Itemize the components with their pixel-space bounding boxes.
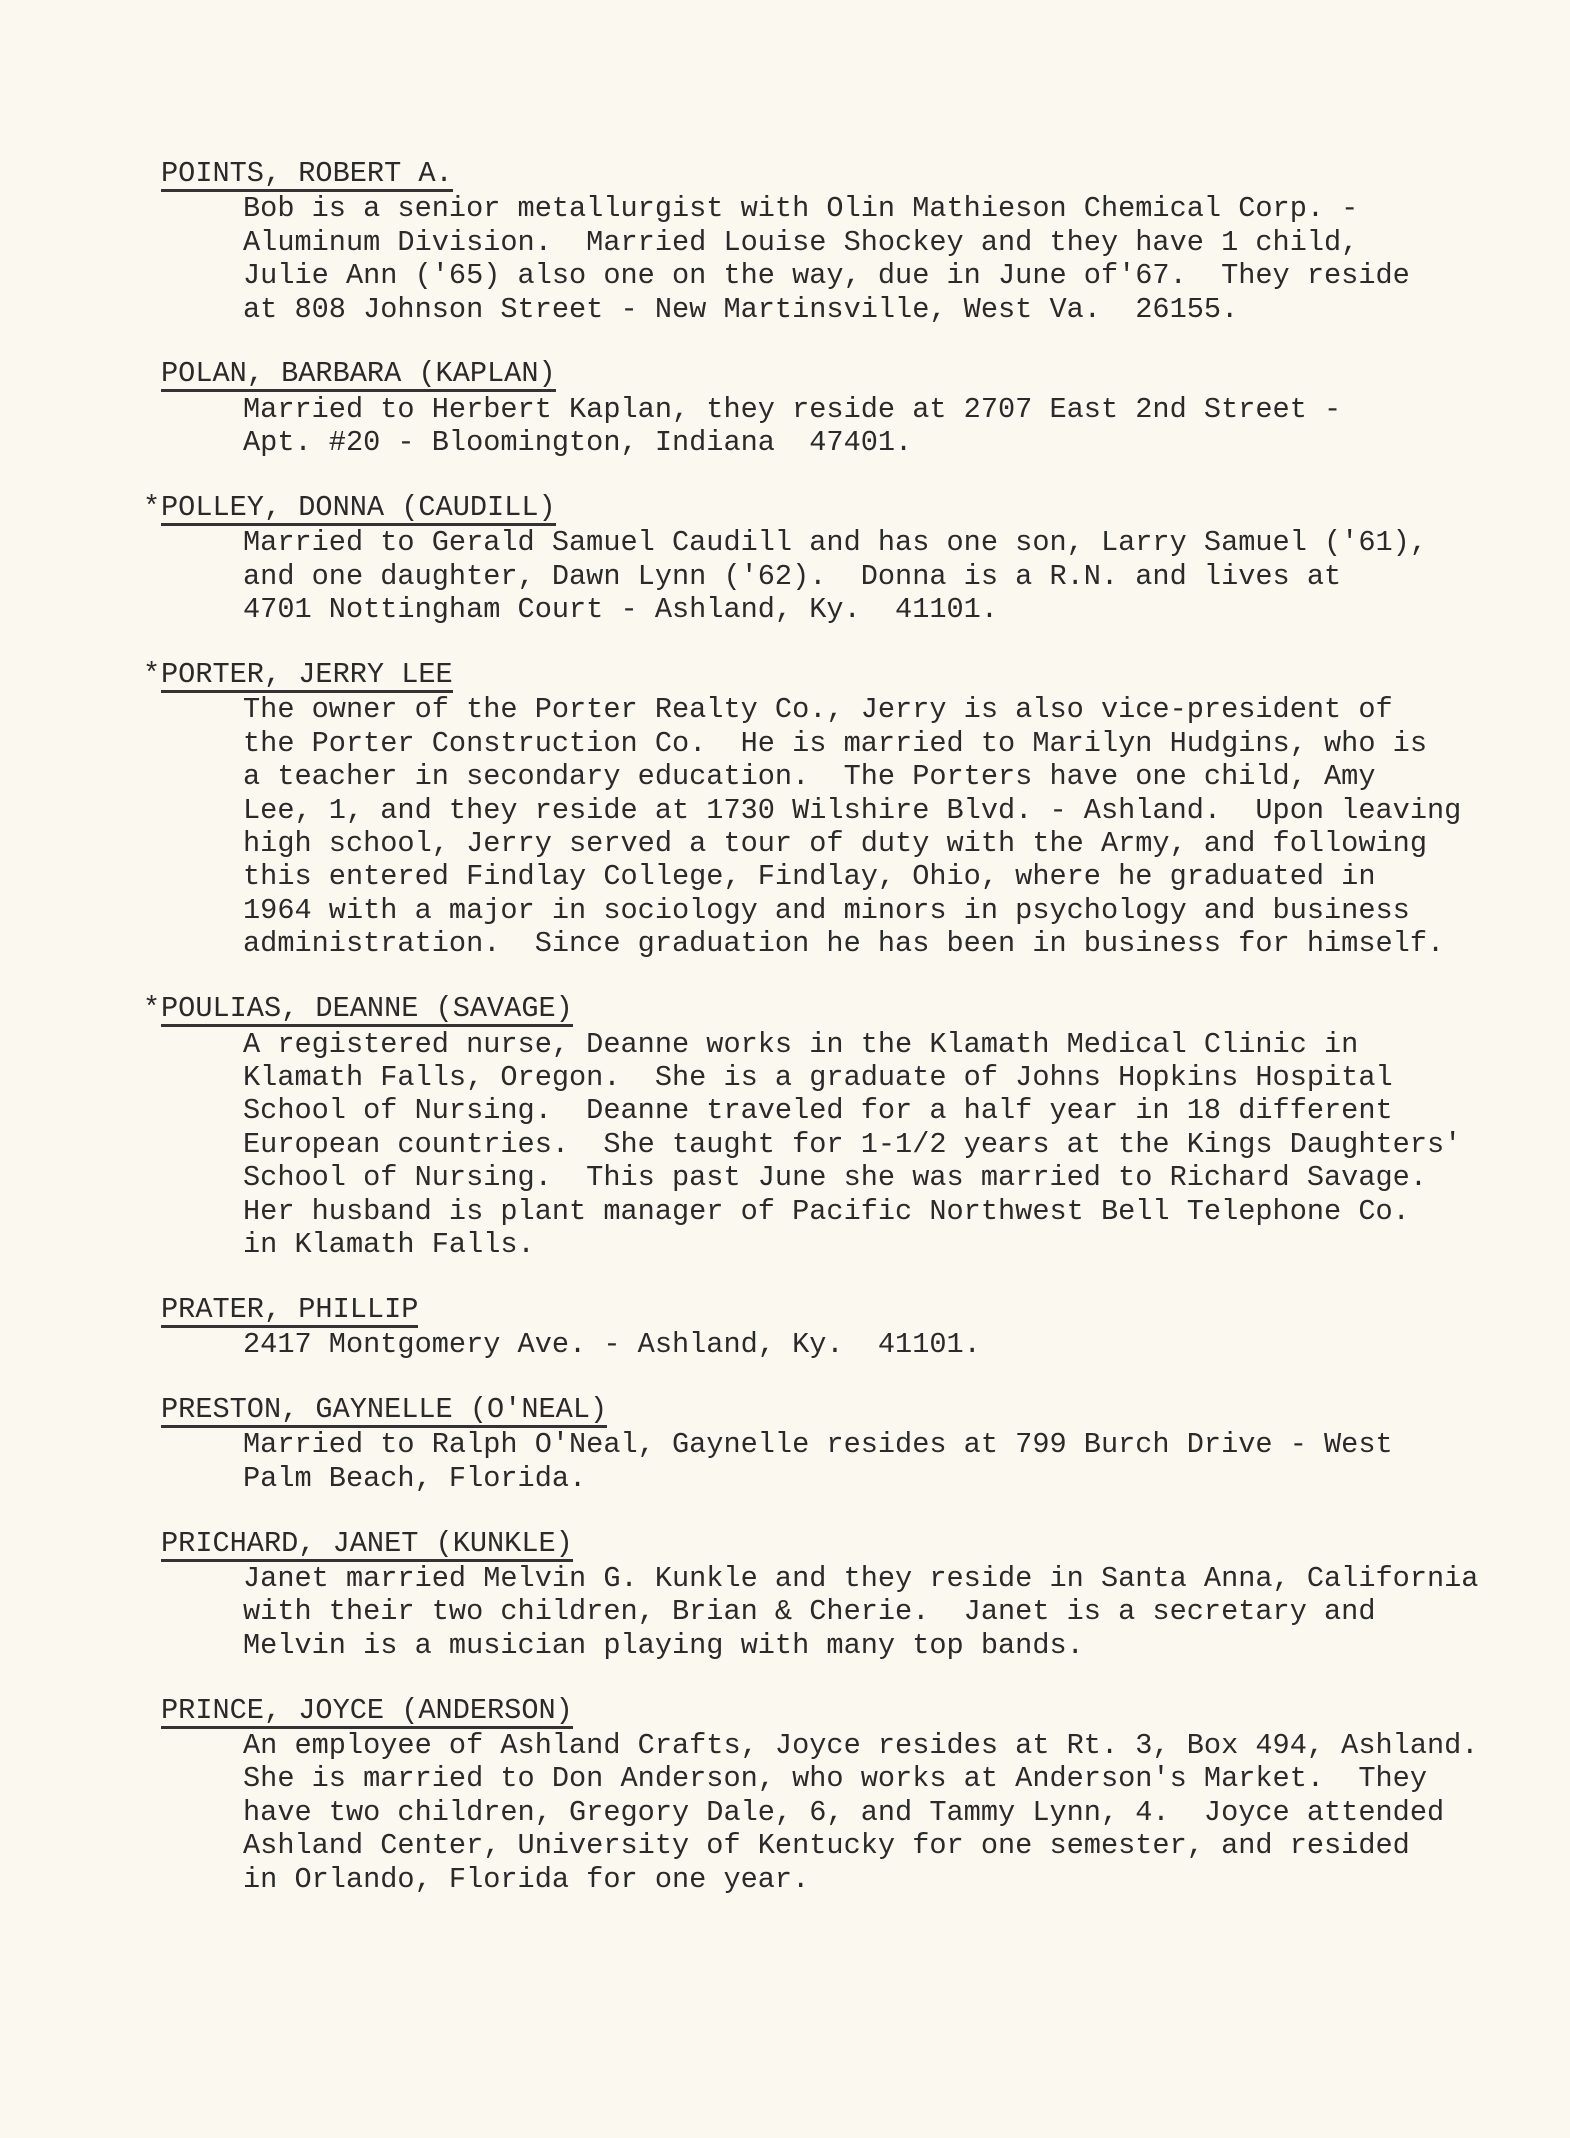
entry-text-line: She is married to Don Anderson, who works at Anderson's Market. They bbox=[243, 1762, 1427, 1796]
entry-text-line: Julie Ann ('65) also one on the way, due in June of'67. They reside bbox=[243, 259, 1410, 293]
entry-text-line: and one daughter, Dawn Lynn ('62). Donna is a R.N. and lives at bbox=[243, 559, 1342, 593]
entry-text-line: in Klamath Falls. bbox=[243, 1227, 535, 1261]
directory-entry bbox=[161, 1526, 1541, 1663]
entry-name-heading: PORTER, JERRY LEE bbox=[161, 658, 453, 692]
directory-entry bbox=[161, 1292, 1541, 1362]
entry-text-line: 2417 Montgomery Ave. - Ashland, Ky. 41101. bbox=[243, 1328, 981, 1362]
directory-entry bbox=[143, 658, 1541, 961]
entry-text-line: at 808 Johnson Street - New Martinsville, West Va. 26155. bbox=[243, 292, 1239, 326]
entry-text-line: this entered Findlay College, Findlay, Ohio, where he graduated in bbox=[243, 860, 1376, 894]
entry-heading-row bbox=[161, 1693, 1541, 1729]
entry-text-line: Married to Herbert Kaplan, they reside at 2707 East 2nd Street - bbox=[243, 392, 1342, 426]
entry-text-line: with their two children, Brian & Cherie. Janet is a secretary and bbox=[243, 1595, 1376, 1629]
entry-text-line: School of Nursing. This past June she was married to Richard Savage. bbox=[243, 1161, 1427, 1195]
entry-text-line: in Orlando, Florida for one year. bbox=[243, 1862, 810, 1896]
entry-text-line: An employee of Ashland Crafts, Joyce resides at Rt. 3, Box 494, Ashland. bbox=[243, 1728, 1479, 1762]
entry-heading-row bbox=[161, 1392, 1541, 1428]
entry-body bbox=[243, 1028, 1541, 1262]
star-marker: * bbox=[143, 491, 161, 525]
entry-text-line: School of Nursing. Deanne traveled for a half year in 18 different bbox=[243, 1094, 1393, 1128]
star-marker: * bbox=[143, 658, 161, 692]
entry-text-line: have two children, Gregory Dale, 6, and Tammy Lynn, 4. Joyce attended bbox=[243, 1795, 1445, 1829]
entry-name-heading: PRICHARD, JANET (KUNKLE) bbox=[161, 1526, 573, 1560]
entry-heading-row bbox=[161, 1292, 1541, 1328]
directory-entry bbox=[143, 491, 1541, 627]
entry-text-line: 4701 Nottingham Court - Ashland, Ky. 41101. bbox=[243, 593, 998, 627]
entry-name-heading: POULIAS, DEANNE (SAVAGE) bbox=[161, 992, 573, 1026]
entry-text-line: Lee, 1, and they reside at 1730 Wilshire Blvd. - Ashland. Upon leaving bbox=[243, 793, 1462, 827]
entry-text-line: Apt. #20 - Bloomington, Indiana 47401. bbox=[243, 426, 913, 460]
directory-entry bbox=[143, 992, 1541, 1261]
entry-name-heading: POINTS, ROBERT A. bbox=[161, 157, 453, 190]
entry-heading-row bbox=[161, 1526, 1541, 1562]
entry-name-heading: POLLEY, DONNA (CAUDILL) bbox=[161, 491, 556, 525]
entry-text-line: Klamath Falls, Oregon. She is a graduate of Johns Hopkins Hospital bbox=[243, 1060, 1393, 1094]
star-marker: * bbox=[143, 992, 161, 1026]
entry-body bbox=[243, 1428, 1541, 1495]
entry-heading-row bbox=[161, 159, 1541, 192]
entry-text-line: administration. Since graduation he has been in business for himself. bbox=[243, 927, 1445, 961]
directory-entry bbox=[161, 159, 1541, 326]
entry-text-line: a teacher in secondary education. The Porters have one child, Amy bbox=[243, 760, 1376, 794]
entry-text-line: 1964 with a major in sociology and minors in psychology and business bbox=[243, 893, 1410, 927]
entry-heading-row bbox=[143, 491, 1541, 526]
entry-name-heading: PRESTON, GAYNELLE (O'NEAL) bbox=[161, 1392, 608, 1426]
entry-text-line: Aluminum Division. Married Louise Shockey and they have 1 child, bbox=[243, 225, 1359, 259]
directory-entry bbox=[161, 1693, 1541, 1896]
directory-page bbox=[143, 157, 1541, 1929]
entry-heading-row bbox=[143, 992, 1541, 1027]
entry-text-line: Married to Ralph O'Neal, Gaynelle resides at 799 Burch Drive - West bbox=[243, 1428, 1393, 1462]
entry-body bbox=[243, 393, 1541, 460]
directory-entry bbox=[161, 359, 1541, 459]
entry-name-heading: PRINCE, JOYCE (ANDERSON) bbox=[161, 1693, 573, 1727]
entry-text-line: high school, Jerry served a tour of duty with the Army, and following bbox=[243, 827, 1427, 861]
entry-text-line: Ashland Center, University of Kentucky for one semester, and resided bbox=[243, 1829, 1410, 1863]
entry-text-line: Bob is a senior metallurgist with Olin Mathieson Chemical Corp. - bbox=[243, 192, 1359, 226]
entry-heading-row bbox=[143, 658, 1541, 693]
entry-name-heading: POLAN, BARBARA (KAPLAN) bbox=[161, 357, 556, 391]
entry-text-line: Her husband is plant manager of Pacific Northwest Bell Telephone Co. bbox=[243, 1194, 1410, 1228]
entry-name-heading: PRATER, PHILLIP bbox=[161, 1292, 419, 1326]
entry-body bbox=[243, 1328, 1541, 1361]
entry-body bbox=[243, 1562, 1541, 1662]
entry-text-line: Palm Beach, Florida. bbox=[243, 1461, 587, 1495]
directory-entry bbox=[161, 1392, 1541, 1495]
entry-heading-row bbox=[161, 359, 1541, 392]
entry-text-line: European countries. She taught for 1-1/2 years at the Kings Daughters' bbox=[243, 1127, 1462, 1161]
entry-text-line: The owner of the Porter Realty Co., Jerry is also vice-president of bbox=[243, 693, 1393, 727]
entry-text-line: the Porter Construction Co. He is married to Marilyn Hudgins, who is bbox=[243, 726, 1427, 760]
entry-text-line: Melvin is a musician playing with many top bands. bbox=[243, 1628, 1084, 1662]
entry-text-line: Married to Gerald Samuel Caudill and has one son, Larry Samuel ('61), bbox=[243, 526, 1427, 560]
entry-body bbox=[243, 192, 1541, 326]
entry-text-line: A registered nurse, Deanne works in the Klamath Medical Clinic in bbox=[243, 1027, 1359, 1061]
entry-body bbox=[243, 1729, 1541, 1896]
entry-body bbox=[243, 526, 1541, 626]
entry-body bbox=[243, 693, 1541, 960]
entry-text-line: Janet married Melvin G. Kunkle and they reside in Santa Anna, California bbox=[243, 1561, 1479, 1595]
